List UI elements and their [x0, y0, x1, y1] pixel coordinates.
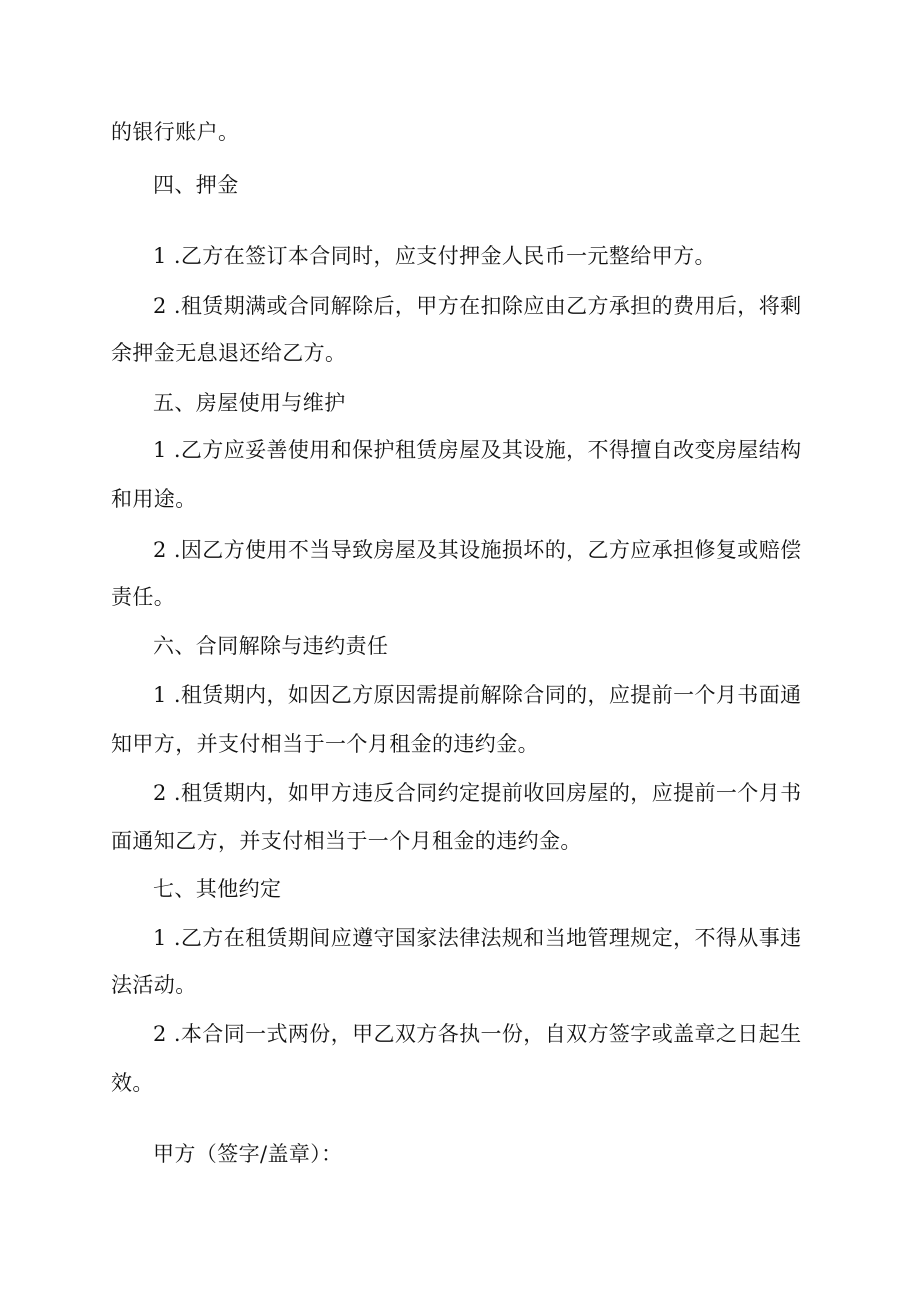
text-line: 的银行账户。	[111, 120, 240, 144]
clause-line: 1 .乙方在签订本合同时，应支付押金人民币一元整给甲方。	[153, 244, 716, 268]
clause-line: 2 .本合同一式两份，甲乙双方各执一份，自双方签字或盖章之日起生	[153, 1022, 802, 1046]
clause-line: 2 .租赁期满或合同解除后，甲方在扣除应由乙方承担的费用后，将剩	[153, 294, 802, 318]
text-line: 余押金无息退还给乙方。	[111, 341, 347, 365]
clause-line: 2 .因乙方使用不当导致房屋及其设施损坏的，乙方应承担修复或赔偿	[153, 538, 802, 562]
text-line: 责任。	[111, 585, 176, 609]
clause-line: 2 .租赁期内，如甲方违反合同约定提前收回房屋的，应提前一个月书	[153, 781, 802, 805]
section-heading: 五、房屋使用与维护	[153, 391, 346, 415]
clause-line: 1 .乙方应妥善使用和保护租赁房屋及其设施，不得擅自改变房屋结构	[153, 438, 802, 462]
text-line: 知甲方，并支付相当于一个月租金的违约金。	[111, 732, 539, 756]
section-heading: 六、合同解除与违约责任	[153, 634, 389, 658]
section-heading: 七、其他约定	[153, 877, 282, 901]
text-line: 效。	[111, 1071, 154, 1095]
text-line: 面通知乙方，并支付相当于一个月租金的违约金。	[111, 829, 582, 853]
clause-line: 1 .租赁期内，如因乙方原因需提前解除合同的，应提前一个月书面通	[153, 683, 802, 707]
text-line: 法活动。	[111, 973, 197, 997]
text-line: 和用途。	[111, 487, 197, 511]
clause-line: 1 .乙方在租赁期间应遵守国家法律法规和当地管理规定，不得从事违	[153, 926, 802, 950]
section-heading: 四、押金	[153, 173, 239, 197]
signature-label: 甲方（签字/盖章）：	[153, 1142, 343, 1166]
